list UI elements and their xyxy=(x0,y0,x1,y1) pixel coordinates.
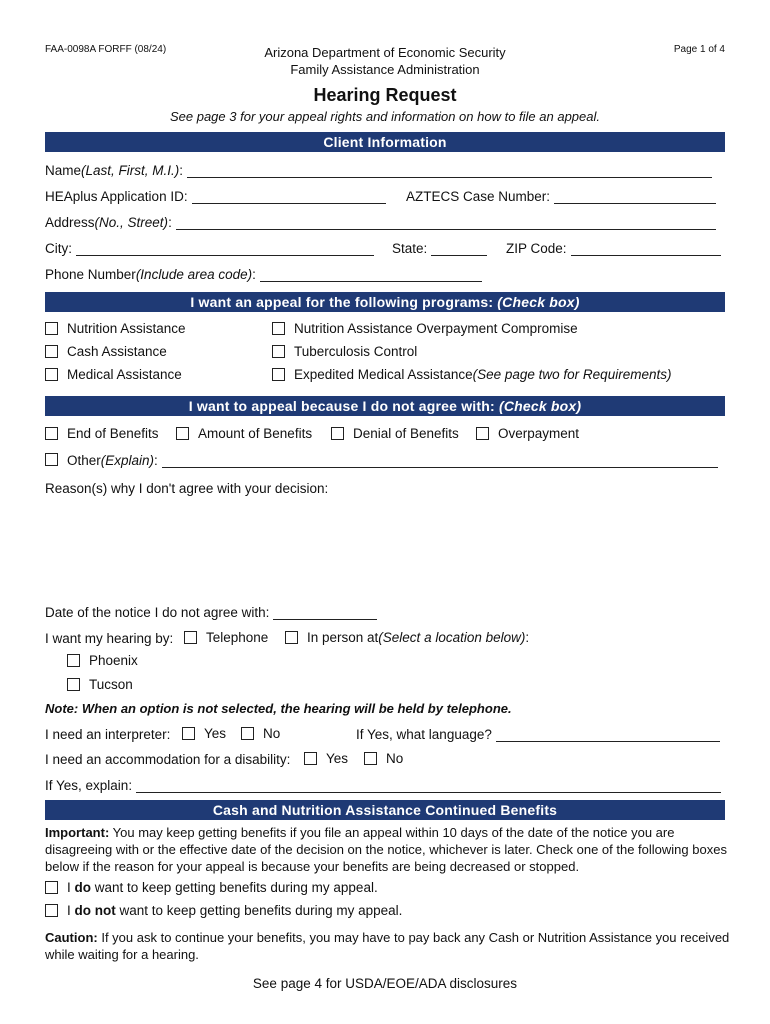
program-overpayment-compromise[interactable] xyxy=(272,321,578,336)
nokeep-bold: do not xyxy=(74,903,116,918)
phone-label: Phone Number xyxy=(45,267,136,282)
heaplus-row xyxy=(45,189,386,204)
reason-amount[interactable] xyxy=(176,426,312,441)
section-header-continued-benefits: Cash and Nutrition Assistance Continued Benefits xyxy=(45,800,725,820)
hearing-by-label: I want my hearing by: xyxy=(45,631,174,646)
address-field[interactable] xyxy=(176,215,716,230)
amount-benefits-checkbox[interactable] xyxy=(176,427,189,440)
tb-label: Tuberculosis Control xyxy=(294,344,418,359)
hearing-telephone[interactable] xyxy=(184,630,268,645)
interpreter-no-label: No xyxy=(263,726,281,741)
phone-hint: (Include area code) xyxy=(135,267,253,282)
overpayment-compromise-label: Nutrition Assistance Overpayment Compromise xyxy=(294,321,578,336)
interpreter-yes-label: Yes xyxy=(204,726,227,741)
overpayment-checkbox[interactable] xyxy=(476,427,489,440)
nutrition-label: Nutrition Assistance xyxy=(67,321,186,336)
end-benefits-checkbox[interactable] xyxy=(45,427,58,440)
zip-field[interactable] xyxy=(571,241,721,256)
interpreter-yes-checkbox[interactable] xyxy=(182,727,195,740)
caution-label: Caution: xyxy=(45,930,98,945)
accommodation-no-checkbox[interactable] xyxy=(364,752,377,765)
city-label: City: xyxy=(45,241,72,256)
overpayment-compromise-checkbox[interactable] xyxy=(272,322,285,335)
notice-date-field[interactable] xyxy=(273,605,377,620)
agency-line-2: Family Assistance Administration xyxy=(290,62,480,77)
other-checkbox[interactable] xyxy=(45,453,58,466)
accommodation-yes-label: Yes xyxy=(326,751,349,766)
heaplus-label: HEAplus Application ID: xyxy=(45,189,188,204)
medical-label: Medical Assistance xyxy=(67,367,182,382)
aztecs-field[interactable] xyxy=(554,189,716,204)
state-row xyxy=(392,241,487,256)
name-field[interactable] xyxy=(187,163,712,178)
keep-benefits-label xyxy=(67,880,378,895)
interpreter-row xyxy=(45,727,170,742)
program-medical[interactable] xyxy=(45,367,182,382)
reasons-heading-em: (Check box) xyxy=(498,398,582,414)
no-keep-benefits-checkbox[interactable] xyxy=(45,904,58,917)
important-paragraph xyxy=(45,824,730,875)
caution-paragraph xyxy=(45,929,730,963)
keep-pre: I xyxy=(67,880,75,895)
hearing-in-person[interactable]: In person at (Select a location below) : xyxy=(285,630,529,645)
interpreter-yes[interactable] xyxy=(182,726,226,741)
state-field[interactable] xyxy=(431,241,487,256)
keep-post: want to keep getting benefits during my appeal. xyxy=(91,880,378,895)
name-label: Name xyxy=(45,163,82,178)
tucson-label: Tucson xyxy=(89,677,133,692)
reason-denial[interactable] xyxy=(331,426,459,441)
section-header-reasons xyxy=(45,396,725,416)
medical-checkbox[interactable] xyxy=(45,368,58,381)
program-tb[interactable] xyxy=(272,344,417,359)
notice-date-row xyxy=(45,605,377,620)
zip-row xyxy=(506,241,721,256)
keep-benefits-checkbox[interactable] xyxy=(45,881,58,894)
page-number: Page 1 of 4 xyxy=(673,44,725,55)
accommodation-no[interactable] xyxy=(364,751,403,766)
page-title: Hearing Request xyxy=(313,85,457,105)
denial-benefits-label: Denial of Benefits xyxy=(353,426,459,441)
other-field[interactable] xyxy=(162,453,718,468)
aztecs-label: AZTECS Case Number: xyxy=(406,189,551,204)
name-hint: (Last, First, M.I.) xyxy=(81,163,180,178)
other-label: Other xyxy=(67,453,101,468)
zip-label: ZIP Code: xyxy=(506,241,567,256)
caution-text: If you ask to continue your benefits, you may have to pay back any Cash or Nutrition Assistance you received while waiting for a hearing. xyxy=(45,930,730,962)
tb-checkbox[interactable] xyxy=(272,345,285,358)
amount-benefits-label: Amount of Benefits xyxy=(198,426,313,441)
program-expedited[interactable] xyxy=(272,367,671,382)
explain-label: If Yes, explain: xyxy=(45,778,133,793)
expedited-hint: (See page two for Requirements) xyxy=(472,367,672,382)
reason-end[interactable] xyxy=(45,426,159,441)
important-text: You may keep getting benefits if you file an appeal within 10 days of the date of the notice you are disagreeing with or the effective date of the decision on the notice, whichever is later. Check one of the following boxes below if the reason for your appeal is because your benefits are being decreased or stopped. xyxy=(45,825,727,874)
reason-other-row: Other (Explain) : xyxy=(45,453,718,468)
interpreter-label: I need an interpreter: xyxy=(45,727,171,742)
address-label: Address xyxy=(45,215,95,230)
phoenix-checkbox[interactable] xyxy=(67,654,80,667)
location-phoenix[interactable] xyxy=(67,653,138,668)
section-header-programs xyxy=(45,292,725,312)
in-person-hint: (Select a location below) xyxy=(378,630,526,645)
form-code: FAA-0098A FORFF (08/24) xyxy=(45,44,167,55)
cash-label: Cash Assistance xyxy=(67,344,167,359)
interpreter-no-checkbox[interactable] xyxy=(241,727,254,740)
city-row xyxy=(45,241,374,256)
address-row: Address (No., Street) : xyxy=(45,215,716,230)
language-row xyxy=(356,727,720,742)
aztecs-row xyxy=(406,189,716,204)
phone-row: Phone Number (Include area code) : xyxy=(45,267,482,282)
reason-why-area[interactable] xyxy=(45,500,725,598)
expedited-label: Expedited Medical Assistance xyxy=(294,367,473,382)
reason-why-label: Reason(s) why I don't agree with your decision: xyxy=(45,481,329,496)
end-benefits-label: End of Benefits xyxy=(67,426,159,441)
accommodation-yes-checkbox[interactable] xyxy=(304,752,317,765)
notice-date-label: Date of the notice I do not agree with: xyxy=(45,605,270,620)
accommodation-yes[interactable] xyxy=(304,751,348,766)
section-header-client-info: Client Information xyxy=(45,132,725,152)
denial-benefits-checkbox[interactable] xyxy=(331,427,344,440)
keep-benefits-option[interactable] xyxy=(45,880,378,895)
keep-bold: do xyxy=(74,880,92,895)
page-subtitle: See page 3 for your appeal rights and information on how to file an appeal. xyxy=(169,109,600,124)
reasons-heading: I want to appeal because I do not agree with: xyxy=(188,398,499,414)
tucson-checkbox[interactable] xyxy=(67,678,80,691)
name-row: Name (Last, First, M.I.) : xyxy=(45,163,712,178)
accommodation-row xyxy=(45,752,290,767)
expedited-checkbox[interactable] xyxy=(272,368,285,381)
program-nutrition[interactable] xyxy=(45,321,186,336)
address-hint: (No., Street) xyxy=(94,215,169,230)
accommodation-no-label: No xyxy=(386,751,404,766)
in-person-label: In person at xyxy=(307,630,379,645)
footer-disclosures: See page 4 for USDA/EOE/ADA disclosures xyxy=(252,976,518,991)
programs-heading-em: (Check box) xyxy=(497,294,580,310)
important-label: Important: xyxy=(45,825,110,840)
agency-name xyxy=(235,44,535,78)
in-person-checkbox[interactable] xyxy=(285,631,298,644)
programs-heading: I want an appeal for the following programs: xyxy=(190,294,498,310)
language-label: If Yes, what language? xyxy=(356,727,492,742)
nutrition-checkbox[interactable] xyxy=(45,322,58,335)
hearing-by-row xyxy=(45,631,173,646)
location-tucson[interactable] xyxy=(67,677,133,692)
program-cash[interactable] xyxy=(45,344,167,359)
city-field[interactable] xyxy=(76,241,374,256)
telephone-checkbox[interactable] xyxy=(184,631,197,644)
accommodation-label: I need an accommodation for a disability: xyxy=(45,752,291,767)
reason-overpayment[interactable] xyxy=(476,426,579,441)
language-field[interactable] xyxy=(496,727,720,742)
agency-line-1: Arizona Department of Economic Security xyxy=(264,45,506,60)
explain-row xyxy=(45,778,721,793)
phone-field[interactable] xyxy=(260,267,482,282)
telephone-note: Note: When an option is not selected, the hearing will be held by telephone. xyxy=(45,701,512,716)
interpreter-no[interactable] xyxy=(241,726,280,741)
other-hint: (Explain) xyxy=(100,453,155,468)
cash-checkbox[interactable] xyxy=(45,345,58,358)
phoenix-label: Phoenix xyxy=(89,653,138,668)
nokeep-post: want to keep getting benefits during my appeal. xyxy=(115,903,403,918)
explain-field[interactable] xyxy=(136,778,721,793)
nokeep-pre: I xyxy=(67,903,75,918)
state-label: State: xyxy=(392,241,428,256)
no-keep-benefits-label xyxy=(67,903,402,918)
overpayment-label: Overpayment xyxy=(498,426,580,441)
heaplus-field[interactable] xyxy=(192,189,386,204)
no-keep-benefits-option[interactable] xyxy=(45,903,402,918)
telephone-label: Telephone xyxy=(206,630,269,645)
